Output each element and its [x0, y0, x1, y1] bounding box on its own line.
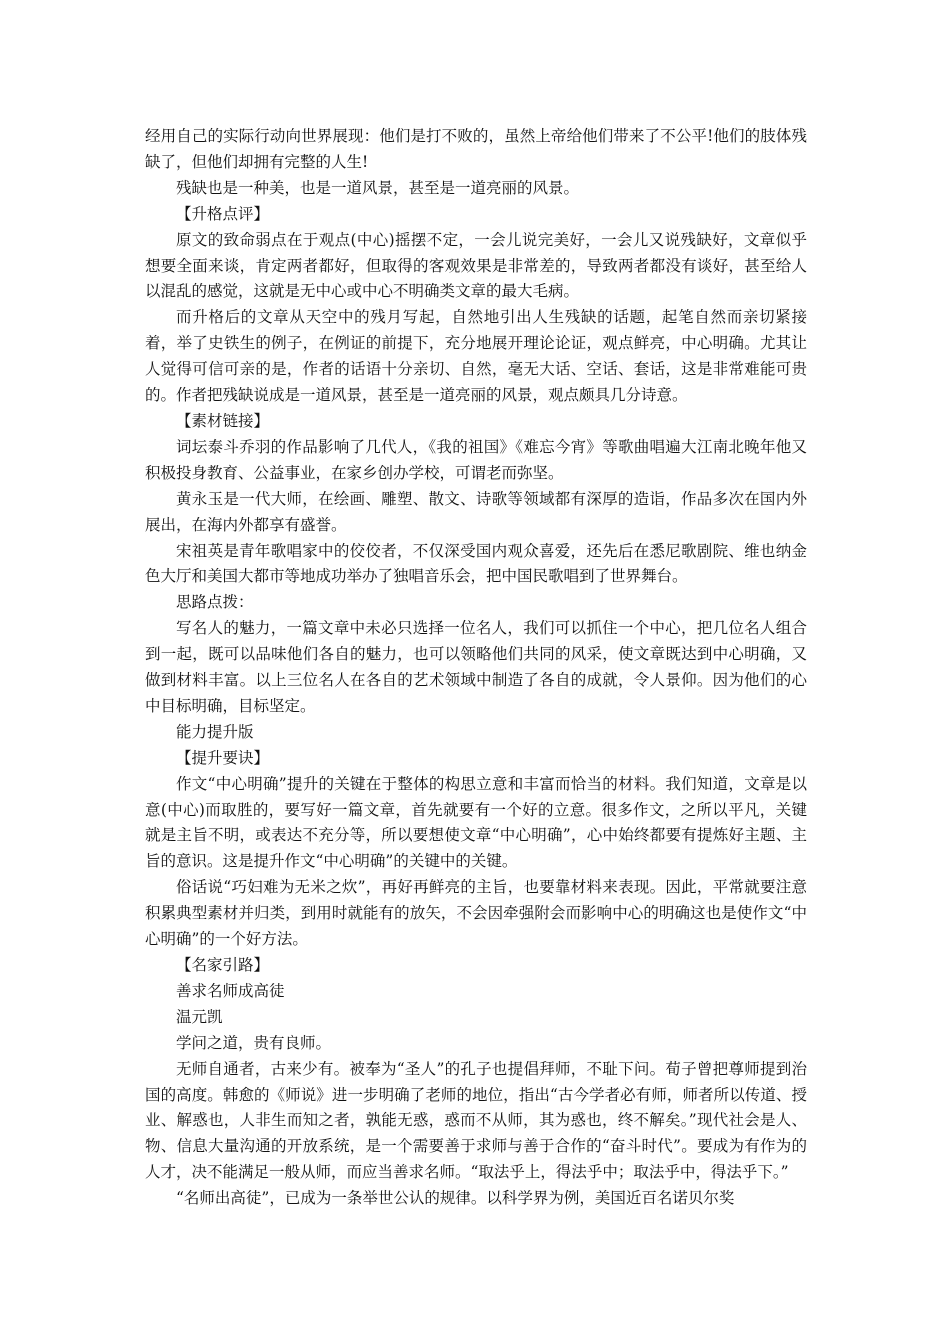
section-heading-mingjia-yinlu: 【名家引路】: [176, 956, 270, 974]
paragraph-19: 无师自通者，古来少有。被奉为“圣人”的孔子也提倡拜师，不耻下问。荀子曾把尊师提到治国的高度。韩愈的《师说》进一步明确了老师的地位，指出“古今学者必有师，师者所以传道、授业、解惑也，人非生而知之者，孰能无惑，惑而不从师，其为惑也，终不解矣。”现代社会是人、物、信息大量沟通的开放系统，是一个需要善于求师与善于合作的“奋斗时代”。要成为有作为的人才，决不能满足一般从师，而应当善求名师。“取法乎上，得法乎中；取法乎中，得法乎下。”: [145, 1059, 807, 1182]
section-heading-shengge-dianping: 【升格点评】: [176, 204, 270, 223]
section-heading-tisheng-yaojue: 【提升要诀】: [176, 748, 270, 767]
paragraph-6: 词坛泰斗乔羽的作品影响了几代人，《我的祖国》《难忘今宵》等歌曲唱遍大江南北晚年他又积极投身教育、公益事业，在家乡创办学校，可谓老而弥坚。: [145, 437, 807, 482]
paragraph-20: “名师出高徒”，已成为一条举世公认的规律。以科学界为例，美国近百名诺贝尔奖: [176, 1189, 735, 1208]
essay-author: 温元凯: [176, 1007, 223, 1026]
paragraph-14: 俗话说“巧妇难为无米之炊”，再好再鲜亮的主旨，也要靠材料来表现。因此，平常就要注意积累典型素材并归类，到用时就能有的放矢，不会因牵强附会而影响中心的明确这也是使作文“中心明确”的一个好方法。: [145, 878, 807, 949]
paragraph-1: 残缺也是一种美，也是一道风景，甚至是一道亮丽的风景。: [176, 178, 580, 197]
document-page: [145, 124, 807, 1212]
section-heading-sucai-lianjie: 【素材链接】: [176, 411, 270, 430]
section-heading-silu-dianbo: 思路点拨：: [176, 593, 254, 612]
paragraph-0: 经用自己的实际行动向世界展现：他们是打不败的，虽然上帝给他们带来了不公平!他们的肢体残缺了，但他们却拥有完整的人生!: [145, 127, 807, 171]
paragraph-3: 原文的致命弱点在于观点(中心)摇摆不定，一会儿说完美好，一会儿又说残缺好，文章似乎想要全面来谈，肯定两者都好，但取得的客观效果是非常差的，导致两者都没有谈好，甚至给人以混乱的感觉，这就是无中心或中心不明确类文章的最大毛病。: [145, 230, 807, 301]
paragraph-7: 黄永玉是一代大师，在绘画、雕塑、散文、诗歌等领域都有深厚的造诣，作品多次在国内外展出，在海内外都享有盛誉。: [145, 489, 807, 534]
section-heading-nengli-tishengban: 能力提升版: [176, 722, 254, 741]
paragraph-13: 作文“中心明确”提升的关键在于整体的构思立意和丰富而恰当的材料。我们知道，文章是以意(中心)而取胜的，要写好一篇文章，首先就要有一个好的立意。很多作文，之所以平凡，关键就是主旨不明，或表达不充分等，所以要想使文章“中心明确”，心中始终都要有提炼好主题、主旨的意识。这是提升作文“中心明确”的关键中的关键。: [145, 774, 807, 871]
paragraph-18: 学问之道，贵有良师。: [176, 1033, 332, 1052]
paragraph-8: 宋祖英是青年歌唱家中的佼佼者，不仅深受国内观众喜爱，还先后在悉尼歌剧院、维也纳金色大厅和美国大都市等地成功举办了独唱音乐会，把中国民歌唱到了世界舞台。: [145, 541, 807, 586]
paragraph-10: 写名人的魅力，一篇文章中未必只选择一位名人，我们可以抓住一个中心，把几位名人组合到一起，既可以品味他们各自的魅力，也可以领略他们共同的风采，使文章既达到中心明确，又做到材料丰富。以上三位名人在各自的艺术领域中制造了各自的成就，令人景仰。因为他们的心中目标明确，目标坚定。: [145, 619, 807, 715]
paragraph-4: 而升格后的文章从天空中的残月写起，自然地引出人生残缺的话题，起笔自然而亲切紧接着，举了史铁生的例子，在例证的前提下，充分地展开理论论证，观点鲜亮，中心明确。尤其让人觉得可信可亲的是，作者的话语十分亲切、自然，毫无大话、空话、套话，这是非常难能可贵的。作者把残缺说成是一道风景，甚至是一道亮丽的风景，观点颇具几分诗意。: [145, 308, 807, 405]
essay-title: 善求名师成高徒: [176, 981, 285, 1000]
